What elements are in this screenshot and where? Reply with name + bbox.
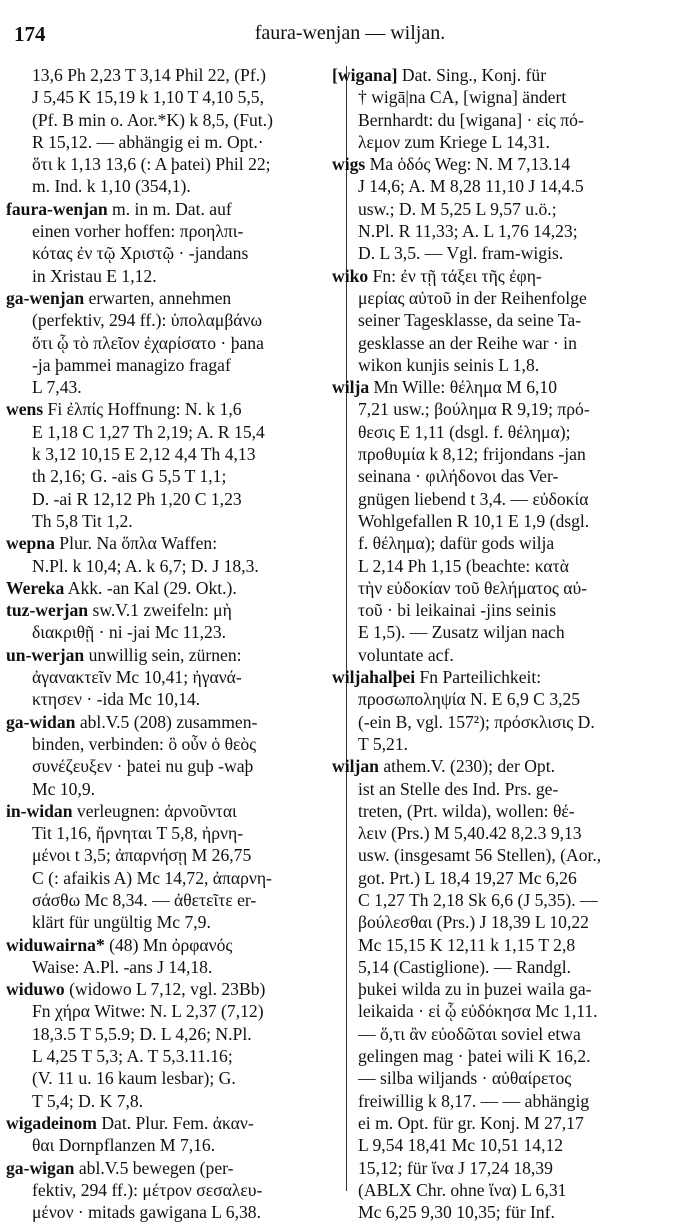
entry-line: seinana · φιλήδονοι das Ver-	[358, 466, 559, 487]
entry-line: got. Prt.) L 18,4 19,27 Mc 6,26	[358, 867, 577, 888]
entry-first-line: wilja Mn Wille: θέλημα M 6,10	[332, 377, 557, 398]
headword: wepna	[6, 533, 55, 554]
entry-line: βούλεσθαι (Prs.) J 18,39 L 10,22	[358, 912, 589, 933]
entry-line: k 3,12 10,15 E 2,12 4,4 Th 4,13	[32, 444, 256, 465]
headword: ga-wigan	[6, 1157, 75, 1178]
entry-line: μένοι t 3,5; ἀπαρνήσῃ M 26,75	[32, 845, 252, 866]
entry-line: treten, (Prt. wilda), wollen: θέ-	[358, 800, 575, 821]
entry-line: ἀγανακτεῖν Mc 10,41; ἠγανά-	[32, 667, 242, 688]
entry-line: Tit 1,16, ἤρνηται T 5,8, ἠρνη-	[32, 823, 244, 844]
headword: wigadeinom	[6, 1112, 97, 1133]
headword: in-widan	[6, 800, 73, 821]
entry-line: m. Ind. k 1,10 (354,1).	[32, 176, 191, 197]
entry-line: λειν (Prs.) M 5,40.42 8,2.3 9,13	[358, 823, 582, 844]
entry-line: C (: afaikis A) Mc 14,72, ἀπαρνη-	[32, 867, 272, 888]
entry-line: κότας ἐν τῷ Χριστῷ · -jandans	[32, 243, 249, 264]
headword: ga-widan	[6, 711, 76, 732]
entry-line: Mc 6,25 9,30 10,35; für Inf.	[358, 1202, 555, 1223]
entry-first-line: [wigana] Dat. Sing., Konj. für	[332, 65, 547, 85]
right-column	[332, 64, 678, 1223]
entry-first-line: widuwo (widowo L 7,12, vgl. 23Bb)	[6, 979, 266, 1000]
headword: [wigana]	[332, 65, 398, 85]
page-header	[10, 22, 690, 52]
entry-line: E 1,5). — Zusatz wiljan nach	[358, 622, 565, 643]
entry-line: 7,21 usw.; βούλημα R 9,19; πρό-	[358, 399, 590, 420]
entry-line: — ὅ,τι ἂν εὐοδῶται soviel etwa	[358, 1023, 581, 1044]
column-divider	[346, 66, 347, 1191]
entry-line: ei m. Opt. für gr. Konj. M 27,17	[358, 1112, 584, 1133]
entry-line: C 1,27 Th 2,18 Sk 6,6 (J 5,35). —	[358, 889, 598, 910]
entry-line: seiner Tagesklasse, da seine Ta-	[358, 310, 582, 331]
entry-line: in Xristau E 1,12.	[32, 265, 157, 286]
entry-line: N.Pl. R 11,33; A. L 1,76 14,23;	[358, 221, 578, 242]
entry-line: Waise: A.Pl. -ans J 14,18.	[32, 956, 213, 977]
entry-line: R 15,12. — abhängig ei m. Opt.·	[32, 131, 264, 152]
left-column	[6, 64, 340, 1223]
entry-line: Wohlgefallen R 10,1 E 1,9 (dsgl.	[358, 510, 590, 531]
entry-line: λεμον zum Kriege L 14,31.	[358, 131, 550, 152]
entry-line: σάσθω Mc 8,34. — ἀθετεῖτε er-	[32, 889, 257, 910]
entry-first-line: wiljan athem.V. (230); der Opt.	[332, 756, 556, 777]
entry-line: gelingen mag · þatei wili K 16,2.	[358, 1046, 591, 1067]
entry-line: ὅτι k 1,13 13,6 (: A þatei) Phil 22;	[32, 154, 271, 175]
entry-line: þukei wilda zu in þuzei waila ga-	[358, 979, 592, 1000]
entry-line: klärt für ungültig Mc 7,9.	[32, 912, 211, 933]
entry-first-line: un-werjan unwillig sein, zürnen:	[6, 644, 242, 665]
headword: wiko	[332, 265, 369, 286]
entry-line: gnügen liebend t 3,4. — εὐδοκία	[358, 488, 589, 509]
entry-line: th 2,16; G. -ais G 5,5 T 1,1;	[32, 466, 227, 487]
entry-line: τὴν εὐδοκίαν τοῦ θελήματος αὐ-	[358, 577, 588, 598]
entry-first-line: Wereka Akk. -an Kal (29. Okt.).	[6, 577, 237, 598]
headword: wiljan	[332, 756, 379, 777]
entry-first-line: wigs Ma ὁδός Weg: N. M 7,13.14	[332, 154, 571, 175]
entry-first-line: faura-wenjan m. in m. Dat. auf	[6, 198, 232, 219]
entry-line: einen vorher hoffen: προηλπι-	[32, 221, 244, 242]
entry-line: συνέζευξεν · þatei nu guþ -waþ	[32, 756, 254, 777]
headword: Wereka	[6, 577, 65, 598]
entry-first-line: wiljahalþei Fn Parteilichkeit:	[332, 667, 542, 688]
entry-line: J 14,6; A. M 8,28 11,10 J 14,4.5	[358, 176, 584, 197]
headword: widuwairna*	[6, 934, 105, 955]
entry-line: (Pf. B min o. Aor.*K) k 8,5, (Fut.)	[32, 109, 273, 130]
headword: ga-wenjan	[6, 287, 85, 308]
entry-line: προσωποληψία N. E 6,9 C 3,25	[358, 689, 581, 710]
entry-line: 5,14 (Castiglione). — Randgl.	[358, 956, 572, 977]
entry-line: κτησεν · -ida Mc 10,14.	[32, 689, 201, 710]
headword: wilja	[332, 377, 370, 398]
entry-first-line: ga-wigan abl.V.5 bewegen (per-	[6, 1157, 234, 1178]
page-number: 174	[14, 22, 46, 46]
entry-first-line: wens Fi ἐλπίς Hoffnung: N. k 1,6	[6, 399, 242, 420]
entry-line: Mc 15,15 K 12,11 k 1,15 T 2,8	[358, 934, 576, 955]
headword: faura-wenjan	[6, 198, 108, 219]
entry-line: wikon kunjis seinis L 1,8.	[358, 354, 540, 375]
entry-line: L 9,54 18,41 Mc 10,51 14,12	[358, 1135, 564, 1156]
entry-line: ὅτι ᾧ τὸ πλεῖον ἐχαρίσατο · þana	[32, 332, 264, 353]
entry-line: f. θέλημα); dafür gods wilja	[358, 533, 555, 554]
entry-line: 15,12; für ἵνα J 17,24 18,39	[358, 1157, 553, 1178]
entry-first-line: in-widan verleugnen: ἀρνοῦνται	[6, 800, 237, 821]
entry-line: L 7,43.	[32, 377, 82, 398]
entry-first-line: wigadeinom Dat. Plur. Fem. ἀκαν-	[6, 1112, 254, 1133]
entry-line: usw.; D. M 5,25 L 9,57 u.ö.;	[358, 198, 557, 219]
entry-line: gesklasse an der Reihe war · in	[358, 332, 577, 353]
entry-line: L 4,25 T 5,3; A. T 5,3.11.16;	[32, 1046, 233, 1067]
running-head: faura-wenjan — wiljan.	[254, 22, 446, 44]
entry-line: προθυμία k 8,12; frijondans -jan	[358, 444, 586, 465]
entry-line: binden, verbinden: ὃ οὖν ὁ θεὸς	[32, 733, 257, 754]
entry-first-line: ga-widan abl.V.5 (208) zusammen-	[6, 711, 258, 732]
entry-line: D. L 3,5. — Vgl. fram-wigis.	[358, 243, 564, 264]
entry-line: μερίας αὐτοῦ in der Reihenfolge	[358, 287, 587, 308]
entry-line: θεσις E 1,11 (dsgl. f. θέλημα);	[358, 421, 571, 442]
entry-first-line: wiko Fn: ἐν τῇ τάξει τῆς ἐφη-	[332, 265, 542, 286]
entry-line: Th 5,8 Tit 1,2.	[32, 510, 133, 531]
entry-line: τοῦ · bi leikainai -jins seinis	[358, 600, 557, 621]
entry-line: T 5,21.	[358, 733, 409, 754]
entry-line: Bernhardt: du [wigana] · εἰς πό-	[358, 109, 584, 130]
headword: wiljahalþei	[332, 667, 416, 688]
headword: wigs	[332, 154, 366, 175]
entry-line: — silba wiljands · αὐθαίρετος	[358, 1068, 572, 1089]
headword: widuwo	[6, 979, 65, 1000]
entry-line: 18,3.5 T 5,5.9; D. L 4,26; N.Pl.	[32, 1023, 252, 1044]
entry-line: N.Pl. k 10,4; A. k 6,7; D. J 18,3.	[32, 555, 259, 576]
entry-line: Fn χήρα Witwe: N. L 2,37 (7,12)	[32, 1001, 264, 1022]
entry-first-line: wepna Plur. Na ὅπλα Waffen:	[6, 533, 218, 554]
headword: wens	[6, 399, 44, 420]
entry-line: † wigā|na CA, [wigna] ändert	[358, 87, 567, 108]
entry-line: ist an Stelle des Ind. Prs. ge-	[358, 778, 559, 799]
entry-line: J 5,45 K 15,19 k 1,10 T 4,10 5,5,	[32, 87, 264, 108]
headword: un-werjan	[6, 644, 85, 665]
entry-line: (ABLX Chr. ohne ἵνα) L 6,31	[358, 1179, 567, 1200]
entry-first-line: widuwairna* (48) Mn ὀρφανός	[6, 934, 233, 955]
entry-line: E 1,18 C 1,27 Th 2,19; A. R 15,4	[32, 421, 265, 442]
entry-line: T 5,4; D. K 7,8.	[32, 1090, 144, 1111]
entry-line: μένον · mitads gawigana L 6,38.	[32, 1202, 261, 1223]
entry-line: 13,6 Ph 2,23 T 3,14 Phil 22, (Pf.)	[32, 65, 266, 85]
entry-line: -ja þammei managizo fragaf	[32, 354, 231, 375]
entry-line: voluntate acf.	[358, 644, 454, 665]
entry-line: διακριθῇ · ni -jai Mc 11,23.	[32, 622, 227, 643]
entry-line: Mc 10,9.	[32, 778, 96, 799]
entry-line: (perfektiv, 294 ff.): ὑπολαμβάνω	[32, 310, 263, 331]
entry-first-line: tuz-werjan sw.V.1 zweifeln: μὴ	[6, 600, 232, 621]
entry-line: leikaida · εἰ ᾧ εὐδόκησα Mc 1,11.	[358, 1001, 598, 1022]
entry-line: fektiv, 294 ff.): μέτρον σεσαλευ-	[32, 1179, 263, 1200]
entry-line: (V. 11 u. 16 kaum lesbar); G.	[32, 1068, 236, 1089]
headword: tuz-werjan	[6, 600, 89, 621]
entry-line: θαι Dornpflanzen M 7,16.	[32, 1135, 216, 1156]
entry-line: freiwillig k 8,17. — — abhängig	[358, 1090, 590, 1111]
entry-line: D. -ai R 12,12 Ph 1,20 C 1,23	[32, 488, 242, 509]
entry-line: usw. (insgesamt 56 Stellen), (Aor.,	[358, 845, 602, 866]
entry-line: L 2,14 Ph 1,15 (beachte: κατὰ	[358, 555, 569, 576]
entry-first-line: ga-wenjan erwarten, annehmen	[6, 287, 232, 308]
entry-line: (-ein B, vgl. 157²); πρόσκλισις D.	[358, 711, 595, 732]
